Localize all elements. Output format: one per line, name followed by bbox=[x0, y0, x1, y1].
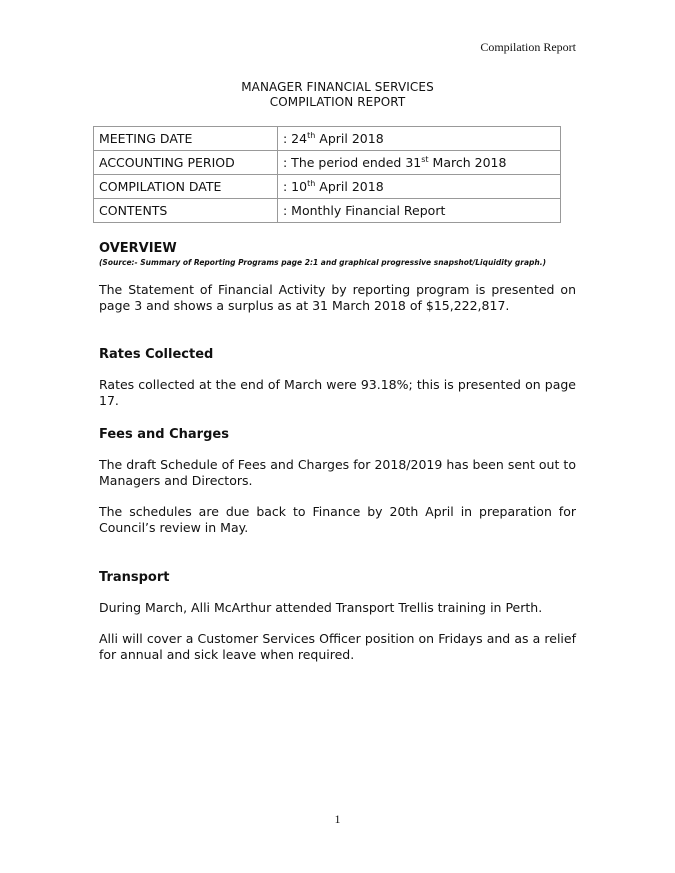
running-header: Compilation Report bbox=[480, 40, 576, 54]
meta-label: MEETING DATE bbox=[94, 127, 278, 151]
rates-body: Rates collected at the end of March were 93.18%; this is presented on page 17. bbox=[99, 377, 576, 408]
meta-value: : The period ended 31st March 2018 bbox=[278, 151, 561, 175]
meta-value: : 24th April 2018 bbox=[278, 127, 561, 151]
meta-label: COMPILATION DATE bbox=[94, 175, 278, 199]
meta-label: ACCOUNTING PERIOD bbox=[94, 151, 278, 175]
transport-heading: Transport bbox=[99, 570, 170, 585]
transport-body-2: Alli will cover a Customer Services Officer position on Fridays and as a relief for annual and sick leave when required. bbox=[99, 631, 576, 662]
overview-section bbox=[99, 241, 576, 314]
fees-heading: Fees and Charges bbox=[99, 427, 229, 442]
meta-table bbox=[93, 126, 561, 223]
overview-source-note: (Source:- Summary of Reporting Programs page 2:1 and graphical progressive snapshot/Liquidity graph.) bbox=[99, 258, 547, 267]
fees-body-1: The draft Schedule of Fees and Charges for 2018/2019 has been sent out to Managers and Directors. bbox=[99, 457, 576, 488]
transport-body-1: During March, Alli McArthur attended Transport Trellis training in Perth. bbox=[99, 600, 543, 615]
rates-heading: Rates Collected bbox=[99, 347, 214, 362]
fees-body-2: The schedules are due back to Finance by 20th April in preparation for Council’s review in May. bbox=[99, 504, 576, 535]
meta-value: : 10th April 2018 bbox=[278, 175, 561, 199]
table-row bbox=[94, 175, 561, 199]
table-row bbox=[94, 199, 561, 223]
overview-body: The Statement of Financial Activity by reporting program is presented on page 3 and shows a surplus as at 31 March 2018 of $15,222,817. bbox=[99, 282, 576, 313]
title-line-2: COMPILATION REPORT bbox=[269, 95, 406, 109]
table-row bbox=[94, 151, 561, 175]
overview-heading: OVERVIEW bbox=[99, 241, 177, 256]
fees-section bbox=[99, 427, 576, 536]
table-row bbox=[94, 127, 561, 151]
title-line-1: MANAGER FINANCIAL SERVICES bbox=[241, 80, 434, 94]
rates-section bbox=[99, 347, 576, 409]
page-number: 1 bbox=[334, 812, 341, 826]
transport-section bbox=[99, 570, 576, 663]
meta-value: : Monthly Financial Report bbox=[278, 199, 561, 223]
title-block bbox=[0, 80, 675, 110]
meta-label: CONTENTS bbox=[94, 199, 278, 223]
